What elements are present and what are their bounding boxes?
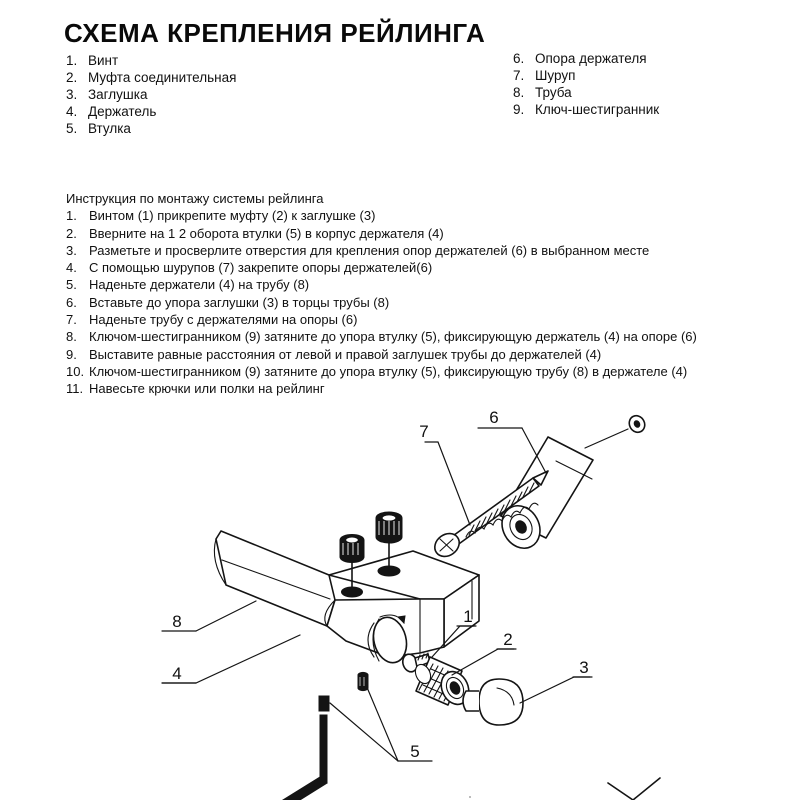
callout-5 <box>330 685 432 761</box>
step-number: 9. <box>66 346 77 362</box>
callout-7 <box>419 422 428 441</box>
parts-list-right-column <box>513 50 659 118</box>
exploded-view-drawing <box>0 385 800 800</box>
step-number: 2. <box>66 225 77 241</box>
step-text: С помощью шурупов (7) закрепите опоры держателей(6) <box>89 260 433 276</box>
callout-label: 1 <box>463 607 473 626</box>
step-text: Вверните на 1 2 оборота втулки (5) в корпус держателя (4) <box>89 225 444 241</box>
part-number: 6. <box>513 51 525 66</box>
callout-label: 7 <box>419 422 429 441</box>
step-text: Наденьте держатели (4) на трубу (8) <box>89 277 310 293</box>
step-text: Винтом (1) прикрепите муфту (2) к заглушке (3) <box>89 208 376 224</box>
step-number: 10. <box>66 363 85 379</box>
step-number: 1. <box>66 208 77 224</box>
callout-label: 3 <box>579 658 589 677</box>
list-item <box>66 120 236 137</box>
part-name: Заглушка <box>88 87 148 102</box>
list-item <box>66 86 236 103</box>
parts-list-left-column <box>66 52 236 137</box>
callout-3 <box>573 658 592 677</box>
step-number: 4. <box>66 260 77 276</box>
instruction-step <box>66 259 697 276</box>
small-washer <box>585 413 648 448</box>
part-number: 7. <box>513 68 525 83</box>
callout-8 <box>162 601 256 631</box>
part-name: Втулка <box>88 121 131 136</box>
callout-label: 6 <box>489 408 499 427</box>
part-number: 9. <box>513 102 525 117</box>
step-number: 5. <box>66 277 77 293</box>
step-number: 3. <box>66 242 77 258</box>
callout-label: 2 <box>503 630 513 649</box>
instruction-step <box>66 363 697 380</box>
step-text: Ключом-шестигранником (9) затяните до упора втулку (5), фиксирующую держатель (4) на опоре (6) <box>89 329 697 345</box>
part-number: 8. <box>513 85 525 100</box>
instruction-step <box>66 276 697 293</box>
instruction-step <box>66 225 697 242</box>
callout-label: 4 <box>172 664 182 683</box>
list-item <box>66 52 236 69</box>
part-name: Шуруп <box>535 68 576 83</box>
callout-label: 8 <box>172 612 182 631</box>
list-item <box>513 101 659 118</box>
end-cap-part-3 <box>463 677 590 725</box>
instruction-step <box>66 311 697 328</box>
hex-key-part-9 <box>262 696 329 800</box>
page-title: СХЕМА КРЕПЛЕНИЯ РЕЙЛИНГА <box>64 18 486 48</box>
instruction-step <box>66 328 697 345</box>
instruction-step <box>66 242 697 259</box>
instruction-step <box>66 294 697 311</box>
callout-4 <box>162 664 196 683</box>
step-text: Наденьте трубу с держателями на опоры (6) <box>89 312 358 328</box>
bushing-small-part-5 <box>358 672 368 690</box>
step-number: 11. <box>66 381 84 397</box>
part-name: Муфта соединительная <box>88 70 237 85</box>
step-text: Разметьте и просверлите отверстия для крепления опор держателей (6) в выбранном месте <box>89 242 650 258</box>
part-name: Винт <box>88 53 119 68</box>
step-text: Навесьте крючки или полки на рейлинг <box>89 381 325 397</box>
tube-part-8 <box>214 531 335 626</box>
step-number: 8. <box>66 329 77 345</box>
assembly-instructions-block <box>66 190 697 398</box>
list-item <box>66 69 236 86</box>
instructions-heading: Инструкция по монтажу системы рейлинга <box>66 191 324 206</box>
list-item <box>513 50 659 67</box>
list-item <box>513 67 659 84</box>
callout-2 <box>497 630 516 649</box>
list-item <box>66 103 236 120</box>
callout-label: 5 <box>410 742 420 761</box>
part-number: 2. <box>66 70 78 85</box>
step-number: 6. <box>66 294 77 310</box>
part-name: Держатель <box>88 104 157 119</box>
step-number: 7. <box>66 312 77 328</box>
part-name: Труба <box>535 85 572 100</box>
instruction-step <box>66 207 697 224</box>
part-number: 1. <box>66 53 78 68</box>
part-number: 4. <box>66 104 78 119</box>
instruction-step <box>66 346 697 363</box>
part-number: 3. <box>66 87 78 102</box>
step-text: Выставите равные расстояния от левой и правой заглушек трубы до держателей (4) <box>89 346 602 362</box>
part-name: Опора держателя <box>535 51 647 66</box>
part-name: Ключ-шестигранник <box>535 102 660 117</box>
step-text: Вставьте до упора заглушки (3) в торцы трубы (8) <box>89 294 390 310</box>
step-text: Ключом-шестигранником (9) затяните до упора втулку (5), фиксирующую трубу (8) в держателе (4) <box>89 363 688 379</box>
detail-arrow-top-right <box>608 778 660 800</box>
list-item <box>513 84 659 101</box>
part-number: 5. <box>66 121 78 136</box>
